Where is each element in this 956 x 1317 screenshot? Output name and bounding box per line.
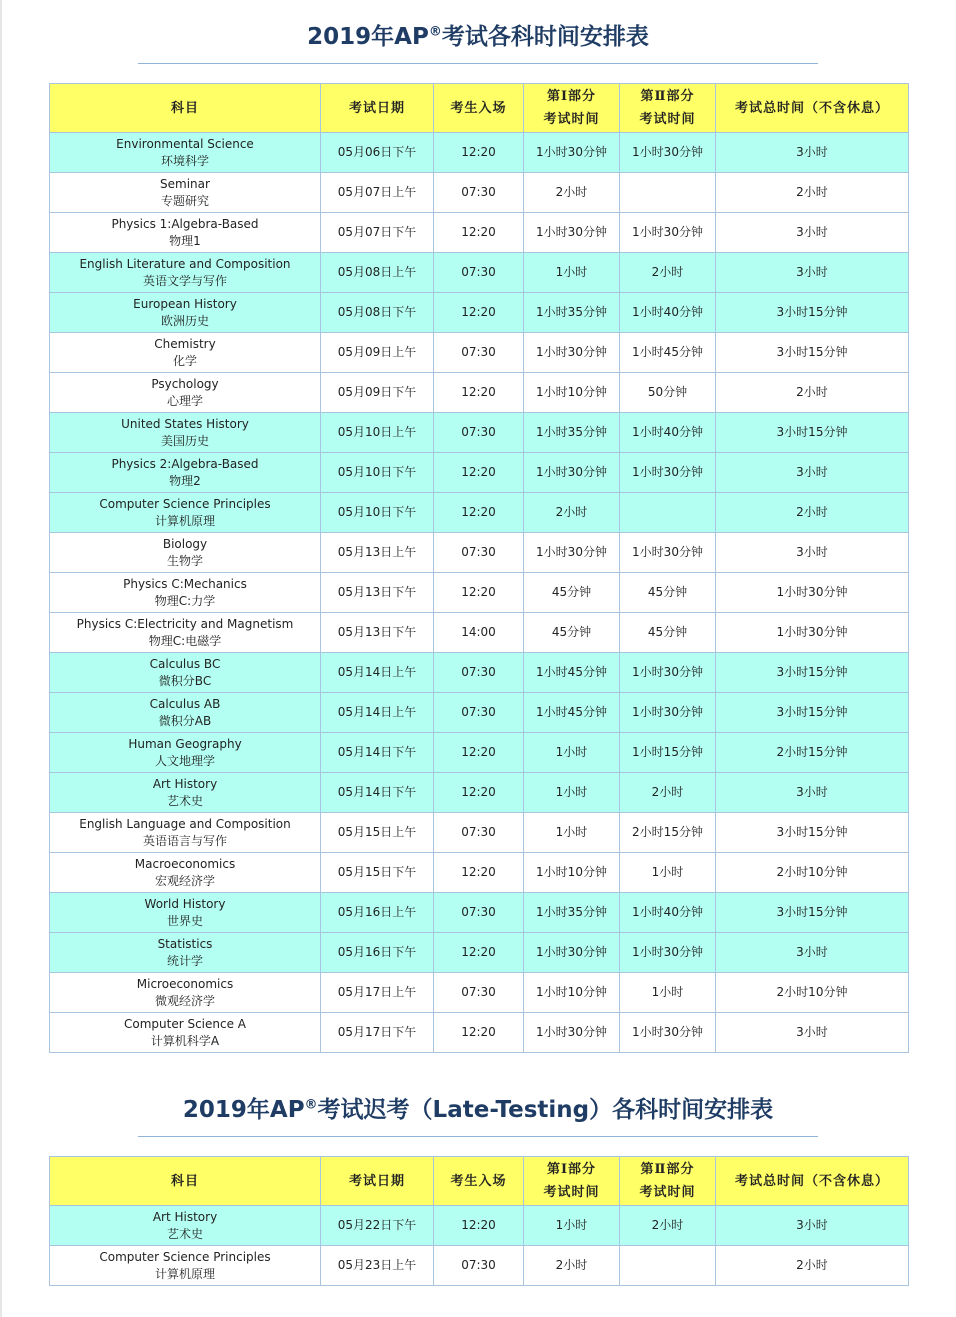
total-time-cell: 3小时15分钟	[716, 813, 909, 853]
subject-chinese: 微观经济学	[154, 993, 215, 1008]
total-time-cell: 3小时	[716, 533, 909, 573]
total-time-cell: 2小时	[716, 173, 909, 213]
table-row	[50, 933, 909, 973]
entry-time-cell: 07:30	[434, 1246, 524, 1286]
part2-time-cell: 1小时30分钟	[620, 653, 716, 693]
entry-time-cell: 07:30	[434, 413, 524, 453]
date-cell: 05月14日下午	[321, 773, 434, 813]
subject-english: World History	[144, 896, 226, 911]
total-time-cell: 3小时15分钟	[716, 413, 909, 453]
date-cell: 05月07日上午	[321, 173, 434, 213]
date-cell: 05月17日上午	[321, 973, 434, 1013]
subject-chinese: 人文地理学	[154, 753, 215, 768]
header-part1-line1: 第Ⅰ部分	[546, 89, 597, 104]
subject-english: English Language and Composition	[79, 816, 291, 831]
table-row	[50, 293, 909, 333]
subject-cell	[50, 453, 321, 493]
total-time-cell: 3小时15分钟	[716, 693, 909, 733]
total-time-cell: 3小时15分钟	[716, 653, 909, 693]
total-time-cell: 3小时15分钟	[716, 333, 909, 373]
part2-time-cell: 2小时	[620, 253, 716, 293]
table-row	[50, 213, 909, 253]
header-part1	[524, 84, 620, 133]
subject-cell	[50, 973, 321, 1013]
table-row	[50, 373, 909, 413]
total-time-cell: 2小时15分钟	[716, 733, 909, 773]
total-time-cell: 3小时	[716, 453, 909, 493]
date-cell: 05月07日下午	[321, 213, 434, 253]
subject-english: Chemistry	[154, 336, 216, 351]
date-cell: 05月14日下午	[321, 733, 434, 773]
date-cell: 05月13日上午	[321, 533, 434, 573]
date-cell: 05月16日下午	[321, 933, 434, 973]
subject-cell	[50, 853, 321, 893]
part2-time-cell: 45分钟	[620, 613, 716, 653]
part1-time-cell: 2小时	[524, 1246, 620, 1286]
entry-time-cell: 12:20	[434, 493, 524, 533]
header-entry: 考生入场	[434, 84, 524, 133]
subject-chinese: 物理C:电磁学	[148, 633, 222, 648]
date-cell: 05月22日下午	[321, 1206, 434, 1246]
subject-english: Microeconomics	[136, 976, 234, 991]
table-row	[50, 573, 909, 613]
subject-cell	[50, 333, 321, 373]
date-cell: 05月09日上午	[321, 333, 434, 373]
part1-time-cell: 1小时30分钟	[524, 453, 620, 493]
table-header-row	[50, 1157, 909, 1206]
date-cell: 05月15日上午	[321, 813, 434, 853]
part2-time-cell: 1小时30分钟	[620, 933, 716, 973]
subject-cell	[50, 173, 321, 213]
part2-time-cell: 1小时45分钟	[620, 333, 716, 373]
date-cell: 05月10日下午	[321, 453, 434, 493]
total-time-cell: 3小时	[716, 1013, 909, 1053]
total-time-cell: 2小时	[716, 1246, 909, 1286]
part2-time-cell: 1小时30分钟	[620, 453, 716, 493]
subject-english: Environmental Science	[116, 136, 254, 151]
part1-time-cell: 1小时30分钟	[524, 533, 620, 573]
part1-time-cell: 1小时30分钟	[524, 1013, 620, 1053]
header-part2-line2: 考试时间	[639, 1185, 696, 1200]
part2-time-cell: 2小时	[620, 773, 716, 813]
part2-time-cell: 1小时15分钟	[620, 733, 716, 773]
header-date: 考试日期	[321, 84, 434, 133]
part2-time-cell: 1小时30分钟	[620, 533, 716, 573]
total-time-cell: 3小时	[716, 1206, 909, 1246]
table-row	[50, 173, 909, 213]
subject-chinese: 世界史	[166, 913, 203, 928]
entry-time-cell: 07:30	[434, 693, 524, 733]
subject-cell	[50, 413, 321, 453]
subject-english: Macroeconomics	[134, 856, 236, 871]
part2-time-cell: 45分钟	[620, 573, 716, 613]
part1-time-cell: 45分钟	[524, 613, 620, 653]
part2-time-cell: 1小时40分钟	[620, 293, 716, 333]
subject-english: United States History	[121, 416, 249, 431]
part2-time-cell: 1小时	[620, 853, 716, 893]
subject-english: Statistics	[157, 936, 213, 951]
subject-chinese: 欧洲历史	[160, 313, 209, 328]
header-part1-line2: 考试时间	[543, 1185, 600, 1200]
entry-time-cell: 07:30	[434, 333, 524, 373]
part1-time-cell: 1小时10分钟	[524, 853, 620, 893]
subject-chinese: 心理学	[166, 393, 203, 408]
part2-time-cell: 1小时	[620, 973, 716, 1013]
total-time-cell: 3小时15分钟	[716, 893, 909, 933]
header-part2-line2: 考试时间	[639, 112, 696, 127]
subject-cell	[50, 493, 321, 533]
part2-time-cell: 1小时40分钟	[620, 413, 716, 453]
table-row	[50, 813, 909, 853]
header-subject: 科目	[50, 84, 321, 133]
subject-chinese: 微积分BC	[158, 673, 212, 688]
table-row	[50, 533, 909, 573]
date-cell: 05月10日上午	[321, 413, 434, 453]
part1-time-cell: 1小时10分钟	[524, 973, 620, 1013]
subject-chinese: 生物学	[166, 553, 203, 568]
date-cell: 05月16日上午	[321, 893, 434, 933]
part1-time-cell: 1小时	[524, 813, 620, 853]
subject-english: Art History	[152, 1209, 218, 1224]
subject-cell	[50, 293, 321, 333]
header-part2-line1: 第Ⅱ部分	[640, 1162, 695, 1177]
entry-time-cell: 07:30	[434, 173, 524, 213]
subject-chinese: 宏观经济学	[154, 873, 215, 888]
subject-english: Physics C:Mechanics	[123, 576, 247, 591]
date-cell: 05月14日上午	[321, 693, 434, 733]
entry-time-cell: 12:20	[434, 373, 524, 413]
subject-english: Physics 1:Algebra-Based	[111, 216, 259, 231]
header-part2	[620, 1157, 716, 1206]
subject-english: Calculus AB	[149, 696, 221, 711]
part1-time-cell: 1小时45分钟	[524, 693, 620, 733]
entry-time-cell: 07:30	[434, 253, 524, 293]
part1-time-cell: 1小时30分钟	[524, 933, 620, 973]
entry-time-cell: 07:30	[434, 533, 524, 573]
entry-time-cell: 12:20	[434, 933, 524, 973]
table-row	[50, 133, 909, 173]
part1-time-cell: 1小时30分钟	[524, 213, 620, 253]
part2-time-cell	[620, 173, 716, 213]
subject-cell	[50, 533, 321, 573]
header-part2-line1: 第Ⅱ部分	[640, 89, 695, 104]
entry-time-cell: 12:20	[434, 773, 524, 813]
subject-chinese: 艺术史	[166, 793, 203, 808]
subject-cell	[50, 693, 321, 733]
part1-time-cell: 1小时	[524, 1206, 620, 1246]
date-cell: 05月23日上午	[321, 1246, 434, 1286]
part1-time-cell: 45分钟	[524, 573, 620, 613]
part1-time-cell: 1小时30分钟	[524, 133, 620, 173]
subject-cell	[50, 573, 321, 613]
subject-chinese: 环境科学	[160, 153, 209, 168]
subject-english: Human Geography	[128, 736, 242, 751]
total-time-cell: 3小时	[716, 213, 909, 253]
subject-cell	[50, 373, 321, 413]
main-title	[0, 18, 956, 51]
header-date: 考试日期	[321, 1157, 434, 1206]
part2-time-cell: 1小时30分钟	[620, 1013, 716, 1053]
subject-chinese: 英语文学与写作	[142, 273, 227, 288]
header-entry: 考生入场	[434, 1157, 524, 1206]
part1-time-cell: 1小时	[524, 253, 620, 293]
subject-chinese: 英语语言与写作	[142, 833, 227, 848]
entry-time-cell: 07:30	[434, 653, 524, 693]
table-row	[50, 1013, 909, 1053]
part1-time-cell: 1小时30分钟	[524, 333, 620, 373]
subject-chinese: 微积分AB	[158, 713, 212, 728]
date-cell: 05月14日上午	[321, 653, 434, 693]
part2-time-cell: 1小时40分钟	[620, 893, 716, 933]
date-cell: 05月13日下午	[321, 613, 434, 653]
entry-time-cell: 12:20	[434, 1206, 524, 1246]
total-time-cell: 2小时10分钟	[716, 973, 909, 1013]
table-row	[50, 1246, 909, 1286]
part1-time-cell: 2小时	[524, 493, 620, 533]
total-time-cell: 3小时	[716, 253, 909, 293]
total-time-cell: 2小时10分钟	[716, 853, 909, 893]
entry-time-cell: 12:20	[434, 853, 524, 893]
table-row	[50, 1206, 909, 1246]
subject-english: Psychology	[151, 376, 219, 391]
header-part1	[524, 1157, 620, 1206]
subject-chinese: 化学	[172, 353, 197, 368]
table-row	[50, 853, 909, 893]
entry-time-cell: 12:20	[434, 213, 524, 253]
subject-english: Physics C:Electricity and Magnetism	[76, 616, 294, 631]
date-cell: 05月08日上午	[321, 253, 434, 293]
late-testing-title	[0, 1091, 956, 1124]
total-time-cell: 1小时30分钟	[716, 573, 909, 613]
table-row	[50, 453, 909, 493]
table-row	[50, 333, 909, 373]
subject-chinese: 美国历史	[160, 433, 209, 448]
subject-cell	[50, 893, 321, 933]
subject-chinese: 物理C:力学	[154, 593, 216, 608]
entry-time-cell: 12:20	[434, 293, 524, 333]
subject-english: English Literature and Composition	[79, 256, 291, 271]
subject-english: Seminar	[160, 176, 210, 191]
part1-time-cell: 1小时10分钟	[524, 373, 620, 413]
date-cell: 05月08日下午	[321, 293, 434, 333]
table-header-row	[50, 84, 909, 133]
part2-time-cell: 2小时	[620, 1206, 716, 1246]
subject-english: Computer Science Principles	[99, 1249, 271, 1264]
date-cell: 05月15日下午	[321, 853, 434, 893]
table-row	[50, 973, 909, 1013]
date-cell: 05月09日下午	[321, 373, 434, 413]
entry-time-cell: 14:00	[434, 613, 524, 653]
subject-cell	[50, 1246, 321, 1286]
part2-time-cell: 1小时30分钟	[620, 133, 716, 173]
subject-chinese: 物理2	[169, 473, 201, 488]
date-cell: 05月06日下午	[321, 133, 434, 173]
header-part2	[620, 84, 716, 133]
header-total: 考试总时间（不含休息）	[716, 1157, 909, 1206]
entry-time-cell: 07:30	[434, 893, 524, 933]
subject-cell	[50, 773, 321, 813]
late-title-prefix: 2019年AP	[182, 1097, 305, 1123]
subject-cell	[50, 733, 321, 773]
registered-mark: ®	[428, 24, 442, 40]
header-subject: 科目	[50, 1157, 321, 1206]
table-row	[50, 733, 909, 773]
registered-mark: ®	[304, 1097, 318, 1113]
part1-time-cell: 1小时	[524, 733, 620, 773]
subject-chinese: 计算机原理	[154, 1266, 215, 1281]
part2-time-cell	[620, 493, 716, 533]
late-title-divider	[138, 1136, 818, 1137]
table-row	[50, 653, 909, 693]
entry-time-cell: 07:30	[434, 973, 524, 1013]
part1-time-cell: 1小时35分钟	[524, 413, 620, 453]
late-testing-table	[49, 1156, 909, 1286]
main-title-divider	[138, 63, 818, 64]
header-part1-line2: 考试时间	[543, 112, 600, 127]
subject-cell	[50, 1013, 321, 1053]
subject-english: Computer Science Principles	[99, 496, 271, 511]
part2-time-cell: 1小时30分钟	[620, 213, 716, 253]
subject-chinese: 物理1	[169, 233, 201, 248]
total-time-cell: 1小时30分钟	[716, 613, 909, 653]
total-time-cell: 3小时	[716, 773, 909, 813]
main-schedule-table	[49, 83, 909, 1053]
total-time-cell: 3小时	[716, 133, 909, 173]
subject-cell	[50, 933, 321, 973]
date-cell: 05月13日下午	[321, 573, 434, 613]
subject-chinese: 艺术史	[166, 1226, 203, 1241]
subject-english: Biology	[162, 536, 208, 551]
entry-time-cell: 12:20	[434, 573, 524, 613]
part1-time-cell: 1小时	[524, 773, 620, 813]
table-row	[50, 773, 909, 813]
total-time-cell: 3小时	[716, 933, 909, 973]
entry-time-cell: 12:20	[434, 733, 524, 773]
main-title-suffix: 考试各科时间安排表	[441, 24, 649, 50]
header-part1-line1: 第Ⅰ部分	[546, 1162, 597, 1177]
entry-time-cell: 07:30	[434, 813, 524, 853]
part2-time-cell: 50分钟	[620, 373, 716, 413]
main-title-prefix: 2019年AP	[307, 24, 429, 50]
table-row	[50, 253, 909, 293]
part1-time-cell: 2小时	[524, 173, 620, 213]
subject-english: Art History	[152, 776, 218, 791]
part2-time-cell: 1小时30分钟	[620, 693, 716, 733]
late-title-suffix: 考试迟考（Late-Testing）各科时间安排表	[317, 1097, 774, 1123]
subject-english: Calculus BC	[149, 656, 221, 671]
total-time-cell: 2小时	[716, 493, 909, 533]
total-time-cell: 3小时15分钟	[716, 293, 909, 333]
subject-chinese: 计算机科学A	[150, 1033, 220, 1048]
part2-time-cell: 2小时15分钟	[620, 813, 716, 853]
entry-time-cell: 12:20	[434, 453, 524, 493]
part2-time-cell	[620, 1246, 716, 1286]
subject-chinese: 统计学	[166, 953, 203, 968]
date-cell: 05月10日下午	[321, 493, 434, 533]
part1-time-cell: 1小时35分钟	[524, 293, 620, 333]
table-row	[50, 613, 909, 653]
subject-cell	[50, 813, 321, 853]
subject-cell	[50, 133, 321, 173]
table-row	[50, 693, 909, 733]
entry-time-cell: 12:20	[434, 1013, 524, 1053]
subject-cell	[50, 1206, 321, 1246]
subject-cell	[50, 613, 321, 653]
subject-cell	[50, 253, 321, 293]
subject-english: European History	[133, 296, 237, 311]
part1-time-cell: 1小时35分钟	[524, 893, 620, 933]
table-row	[50, 413, 909, 453]
date-cell: 05月17日下午	[321, 1013, 434, 1053]
entry-time-cell: 12:20	[434, 133, 524, 173]
subject-english: Computer Science A	[123, 1016, 246, 1031]
subject-cell	[50, 653, 321, 693]
table-row	[50, 493, 909, 533]
subject-chinese: 专题研究	[160, 193, 209, 208]
part1-time-cell: 1小时45分钟	[524, 653, 620, 693]
subject-english: Physics 2:Algebra-Based	[111, 456, 259, 471]
total-time-cell: 2小时	[716, 373, 909, 413]
table-row	[50, 893, 909, 933]
subject-chinese: 计算机原理	[154, 513, 215, 528]
header-total: 考试总时间（不含休息）	[716, 84, 909, 133]
subject-cell	[50, 213, 321, 253]
